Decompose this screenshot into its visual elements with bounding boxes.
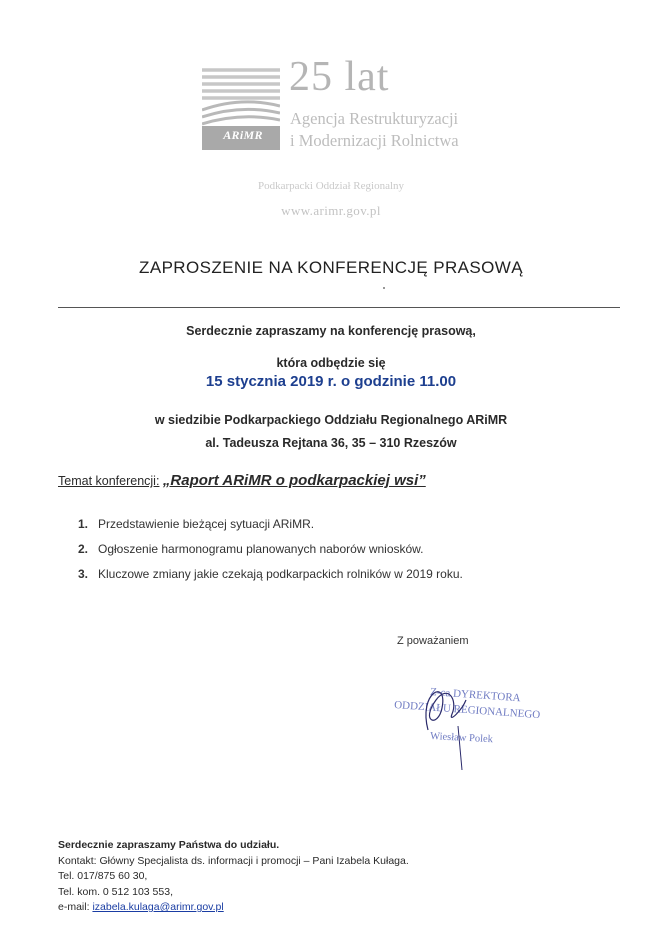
- agenda-item: [78, 567, 463, 592]
- agency-name-line2: i Modernizacji Rolnictwa: [290, 131, 459, 150]
- website-url: www.arimr.gov.pl: [281, 203, 381, 218]
- regional-branch: Podkarpacki Oddział Regionalny: [257, 180, 405, 192]
- speck: [383, 287, 385, 289]
- agenda-number: 2.: [78, 542, 89, 556]
- stamp-unit: ODDZIAŁU REGIONALNEGO: [393, 699, 541, 722]
- agenda-number: 3.: [78, 567, 89, 581]
- footer-mobile: Tel. kom. 0 512 103 553,: [58, 885, 173, 898]
- contact-footer: [58, 838, 409, 916]
- agenda-text: Kluczowe zmiany jakie czekają podkarpackich rolników w 2019 roku.: [98, 567, 463, 581]
- footer-contact: Kontakt: Główny Specjalista ds. informacji i promocji – Pani Izabela Kułaga.: [58, 854, 409, 867]
- stamp-title: Z-ca DYREKTORA: [429, 686, 521, 705]
- stamp-name: Wiesław Polek: [429, 731, 494, 746]
- logo-text: ARiMR: [223, 128, 263, 142]
- agency-name-line1: Agencja Restrukturyzacji: [290, 109, 459, 128]
- topic-label: Temat konferencji:: [58, 474, 160, 488]
- document-title: ZAPROSZENIE NA KONFERENCJĘ PRASOWĄ: [139, 258, 523, 277]
- invitation-line2: która odbędzie się: [276, 356, 386, 370]
- footer-phone: Tel. 017/875 60 30,: [58, 870, 148, 882]
- topic-value: „Raport ARiMR o podkarpackiej wsi”: [162, 472, 426, 489]
- agenda-text: Ogłoszenie harmonogramu planowanych naborów wniosków.: [98, 542, 424, 556]
- conference-topic: [58, 472, 426, 489]
- event-date: 15 stycznia 2019 r. o godzinie 11.00: [205, 373, 457, 390]
- signature-stamp: [370, 670, 570, 775]
- agenda-item: [78, 517, 463, 542]
- invitation-line1: Serdecznie zapraszamy na konferencję prasową,: [186, 324, 476, 338]
- event-address: al. Tadeusza Rejtana 36, 35 – 310 Rzeszów: [205, 436, 457, 450]
- footer-email-row: [58, 900, 409, 916]
- footer-lead: Serdecznie zapraszamy Państwa do udziału.: [58, 839, 280, 851]
- agenda-number: 1.: [78, 517, 89, 531]
- agenda-item: [78, 542, 463, 567]
- agenda-text: Przedstawienie bieżącej sytuacji ARiMR.: [98, 517, 315, 531]
- closing-regards: Z poważaniem: [397, 635, 469, 647]
- email-link[interactable]: izabela.kulaga@arimr.gov.pl: [92, 901, 224, 913]
- email-label: e-mail:: [58, 901, 93, 913]
- title-divider: [58, 307, 620, 308]
- event-venue: w siedzibie Podkarpackiego Oddziału Regionalnego ARiMR: [154, 413, 508, 427]
- agenda-list: [78, 517, 463, 592]
- anniversary-label: 25 lat: [289, 54, 390, 100]
